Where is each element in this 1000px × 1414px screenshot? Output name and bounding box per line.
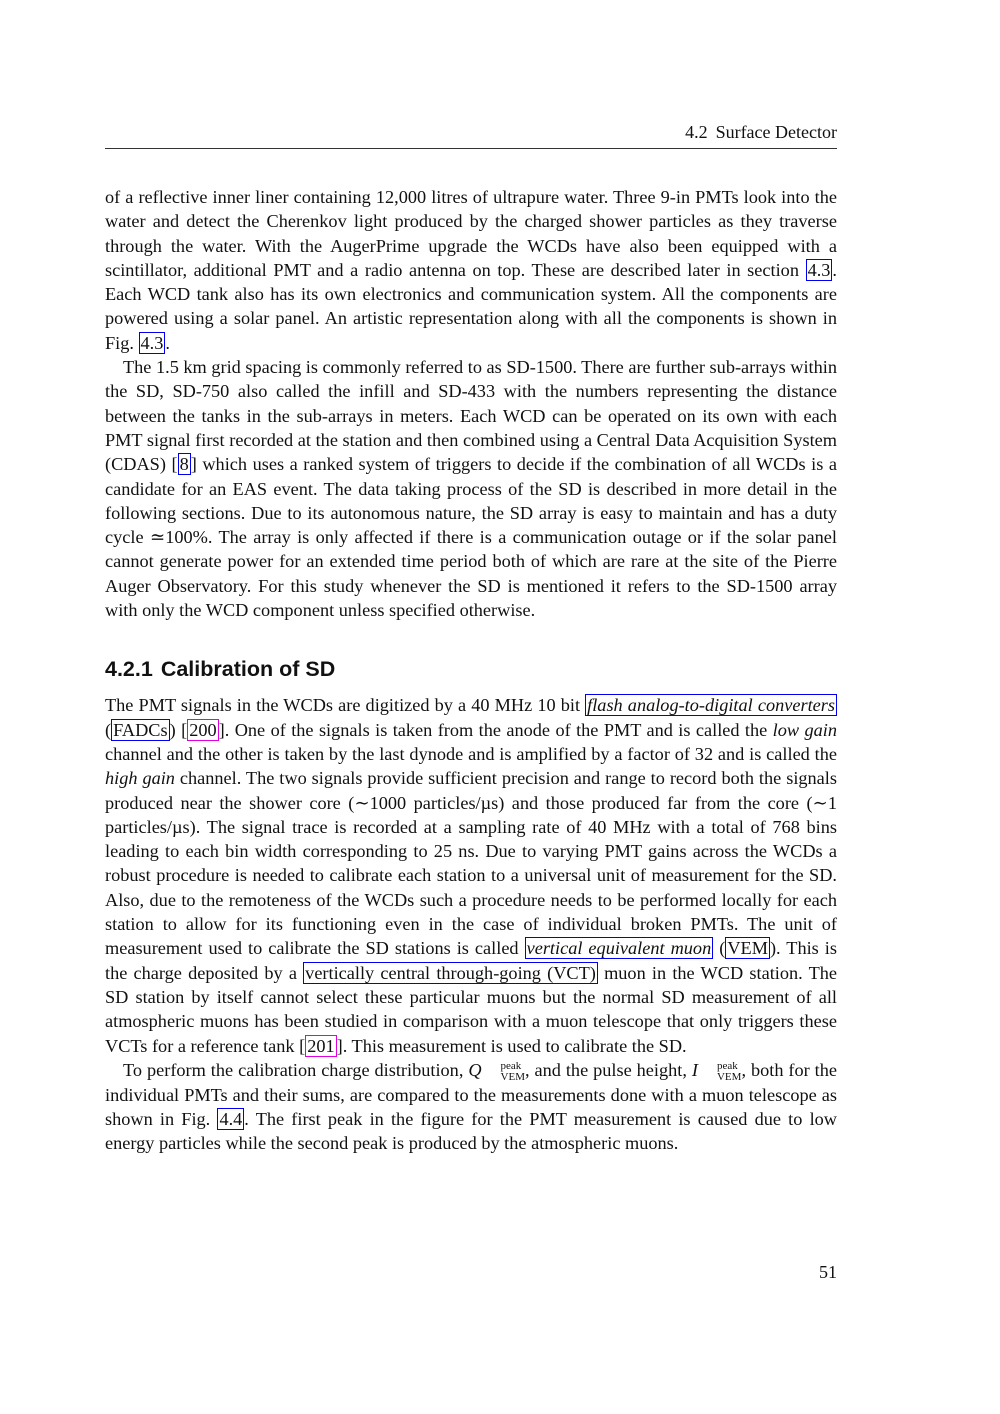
- body-text: [105, 185, 837, 1156]
- math-script-i: peak VEM: [716, 1059, 742, 1083]
- header-section-title: Surface Detector: [715, 122, 837, 142]
- running-header: [105, 122, 837, 143]
- math-symbol-q: Q: [468, 1059, 482, 1080]
- glossary-link-fadc[interactable]: flash analog-to-digital converters: [587, 695, 835, 716]
- citation-link[interactable]: 201: [307, 1035, 335, 1056]
- emphasis-low-gain: low gain: [772, 719, 837, 740]
- glossary-link-vem[interactable]: vertical equivalent muon: [526, 938, 712, 959]
- section-title: Calibration of SD: [160, 657, 336, 682]
- paragraph-grid-spacing: The 1.5 km grid spacing is commonly referred to as SD-1500. There are further sub-arrays within the SD, SD-750 also called the infill and SD-433 with the numbers representing the distance between the tanks in the sub-arrays in meters. Each WCD can be operated on its own with each PMT signal first recorded at the station and then combined using a Central Data Acquisition System (CDAS) [ 8 ] which uses a ranked system of triggers to decide if the combination of all WCDs is a candidate for an EAS event. The data taking process of the SD is described in more detail in the following sections. Due to its autonomous nature, the SD array is easy to maintain and has a duty cycle ≃100%. The array is only affected if there is a communication outage or if the solar panel cannot generate power for an extended time period both of which are rare at the site of the Pierre Auger Observatory. For this study whenever the SD is mentioned it refers to the SD-1500 array with only the WCD component unless specified otherwise.: [105, 357, 837, 621]
- header-rule: [105, 148, 837, 149]
- section-heading: [105, 656, 837, 682]
- math-script-q: peak VEM: [500, 1059, 525, 1083]
- page-number: 51: [819, 1262, 837, 1282]
- glossary-link-vct[interactable]: vertically central through-going (VCT): [305, 962, 596, 983]
- citation-link[interactable]: 8: [179, 454, 189, 475]
- header-section-number: 4.2: [685, 122, 708, 142]
- citation-link[interactable]: 200: [189, 719, 217, 740]
- paragraph-calibration: The PMT signals in the WCDs are digitized by a 40 MHz 10 bit flash analog-to-digital converters ( FADCs ) [ 200 ]. One of the signals is taken from the anode of the PMT and is called the low gain channel and the other is taken by the last dynode and is amplified by a factor of 32 and is called the high gain channel. The two signals provide sufficient precision and range to record both the signals produced near the shower core (∼1000 particles/µs) and those produced far from the core (∼1 particles/µs). The signal trace is recorded at a sampling rate of 40 MHz with a total of 768 bins leading to each bin width corresponding to 25 ns. Due to varying PMT gains across the WCDs a robust procedure is needed to calibrate each station to a universal unit of measurement for the SD. Also, due to the remoteness of the WCDs such a procedure needs to be performed locally for each station to allow for its functioning even in the case of individual broken PMTs. The unit of measurement used to calibrate the SD stations is called vertical equivalent muon ( VEM ). This is the charge deposited by a vertically central through-going (VCT) muon in the WCD station. The SD station by itself cannot select these particular muons but the normal SD measurement of all atmospheric muons has been studied in comparison with a muon telescope that only triggers these VCTs for a reference tank [ 201 ]. This measurement is used to calibrate the SD.: [105, 695, 837, 1056]
- section-number: 4.2.1: [105, 657, 153, 682]
- math-symbol-i: I: [691, 1059, 698, 1080]
- figure-ref-link[interactable]: 4.4: [219, 1109, 243, 1130]
- figure-ref-link[interactable]: 4.3: [140, 332, 164, 353]
- section-ref-link[interactable]: 4.3: [807, 259, 831, 280]
- emphasis-high-gain: high gain: [105, 768, 175, 789]
- paragraph-calibration-distribution: To perform the calibration charge distribution, Q peak VEM , and the pulse height, I peak VEM , both for the individual PMTs and their sums, are compared to the measurements done with a muon telescope as shown in Fig. 4.4 . The first peak in the figure for the PMT measurement is caused due to low energy particles while the second peak is produced by the atmospheric muons.: [105, 1059, 837, 1154]
- acronym-link-fadcs[interactable]: FADCs: [113, 719, 168, 740]
- acronym-link-vem[interactable]: VEM: [727, 938, 768, 959]
- paragraph-intro-wcd: of a reflective inner liner containing 12,000 litres of ultrapure water. Three 9-in PMTs look into the water and detect the Cherenkov light produced by the charged shower particles as they traverse through the water. With the AugerPrime upgrade the WCDs have also been equipped with a scintillator, additional PMT and a radio antenna on top. These are described later in section 4.3 . Each WCD tank also has its own electronics and communication system. All the components are powered using a solar panel. An artistic representation along with all the components is shown in Fig. 4.3 .: [105, 187, 837, 353]
